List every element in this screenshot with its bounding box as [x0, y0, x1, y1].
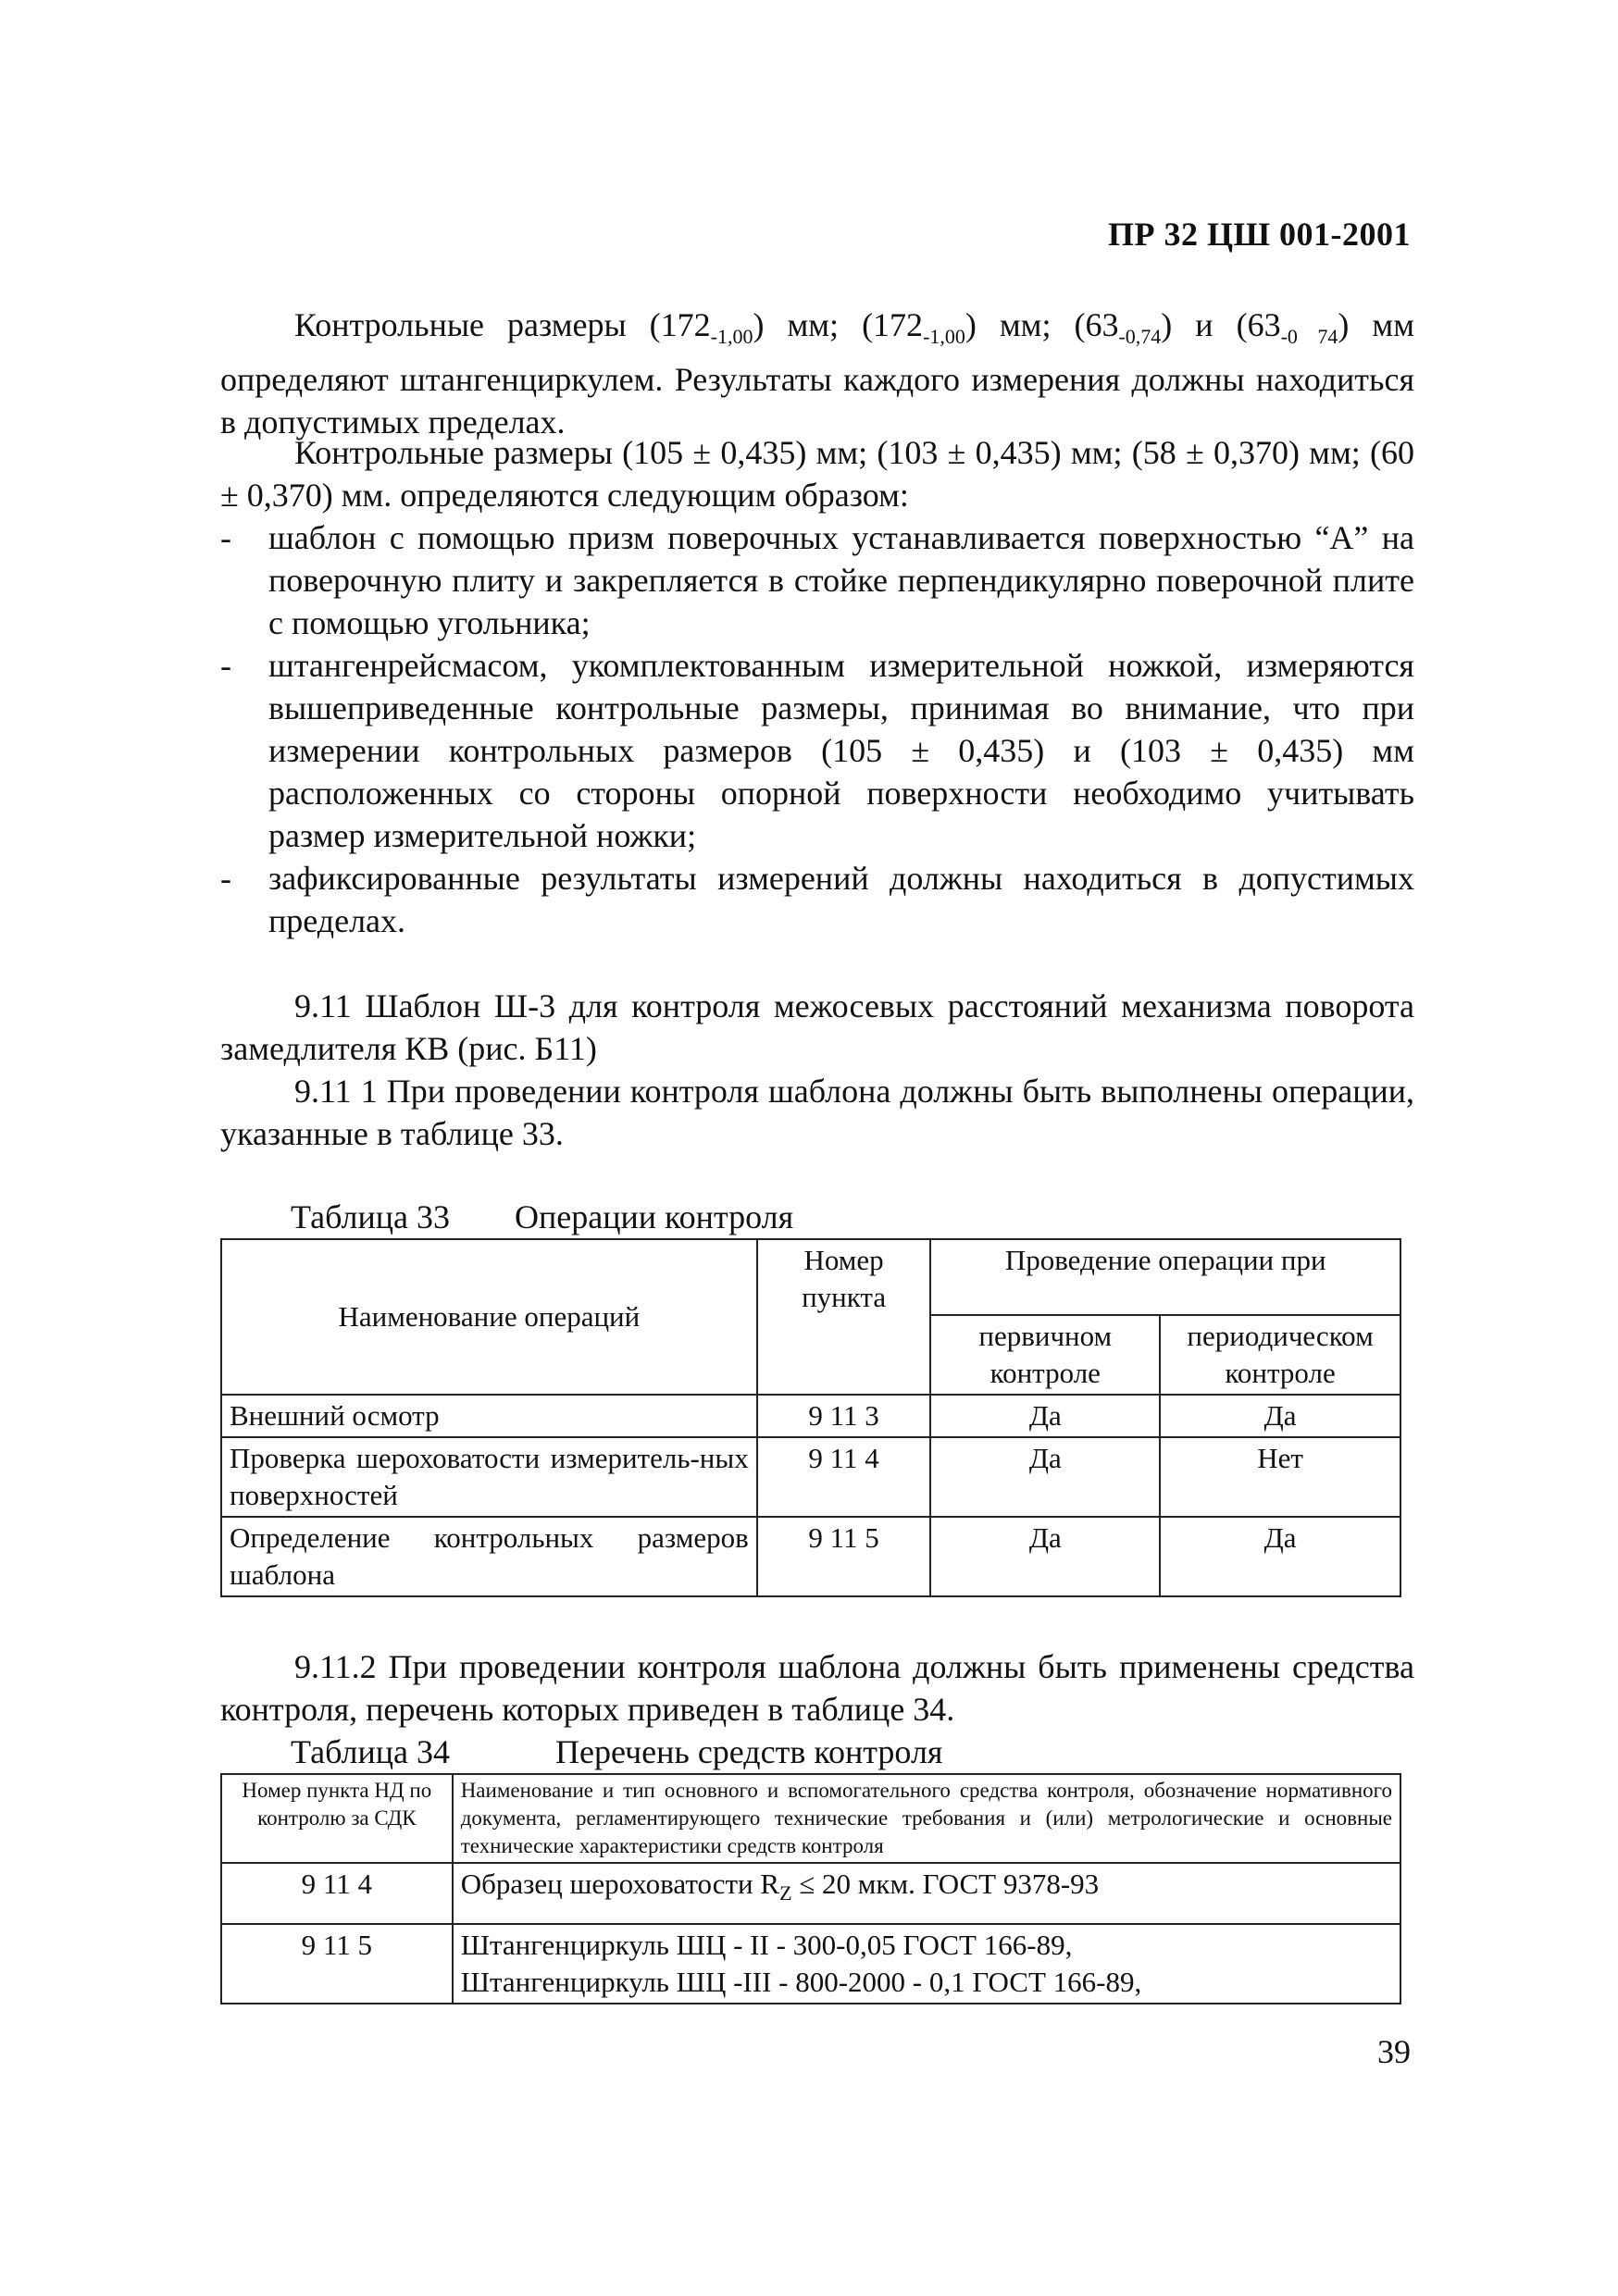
table-operations [220, 1238, 1401, 1597]
list-item [220, 516, 1414, 644]
header-primary-control: первичном контроле [930, 1315, 1160, 1395]
text: Образец шероховатости R [460, 1868, 780, 1900]
cell-item-number: 9 11 5 [221, 1924, 453, 2004]
cell-primary: Да [930, 1517, 1160, 1596]
list-item-text: шаблон с помощью призм поверочных устанавливается поверхностью “А” на поверочную плиту и закрепляется в стойке перпендикулярно поверочной плите с помощью угольника; [268, 519, 1414, 641]
list-dash: - [220, 860, 231, 897]
header-operation-name: Наименование операций [221, 1239, 757, 1395]
cell-item-number: 9 11 3 [757, 1395, 931, 1437]
table-row [221, 1437, 1400, 1517]
table34-caption-title: Перечень средств контроля [555, 1733, 943, 1770]
page-number: 39 [1377, 2033, 1411, 2070]
text: ) и (63 [1161, 306, 1281, 343]
cell-primary: Да [930, 1437, 1160, 1517]
cell-operation-name: Внешний осмотр [221, 1395, 757, 1437]
paragraph-control-sizes-caliper [220, 304, 1414, 443]
text-line: Штангенциркуль ШЦ - II - 300-0,05 ГОСТ 166-89, [460, 1929, 1073, 1961]
table-row [221, 1924, 1400, 2004]
table33-caption-number: Таблица 33 [291, 1198, 450, 1235]
header-nd-item-number: Номер пункта НД по контролю за СДК [221, 1774, 453, 1863]
text: ) мм; (172 [753, 306, 924, 343]
table33-caption-title: Операции контроля [515, 1198, 794, 1235]
text: ) мм определяют штангенциркулем. Результаты каждого измерения должны находиться в допустимых пределах. [220, 306, 1414, 441]
cell-item-number: 9 11 5 [757, 1517, 931, 1596]
tolerance-subscript: -1,00 [923, 325, 965, 349]
list-dash: - [220, 519, 231, 556]
header-execution: Проведение операции при [930, 1239, 1400, 1315]
table34-caption-number: Таблица 34 [291, 1733, 450, 1770]
list-item [220, 644, 1414, 857]
cell-periodic: Да [1160, 1395, 1400, 1437]
list-item-text: зафиксированные результаты измерений должны находиться в допустимых пределах. [268, 860, 1414, 939]
table-row [221, 1863, 1400, 1924]
paragraph-control-sizes-method: Контрольные размеры (105 ± 0,435) мм; (103 ± 0,435) мм; (58 ± 0,370) мм; (60 ± 0,370) мм. определяются следующим образом: [220, 434, 1414, 514]
text-line: Штангенциркуль ШЦ -III - 800-2000 - 0,1 ГОСТ 166-89, [460, 1966, 1142, 1998]
cell-control-means [453, 1924, 1400, 2004]
table-row [221, 1517, 1400, 1596]
cell-periodic: Да [1160, 1517, 1400, 1596]
header-periodic-control: периодическом контроле [1160, 1315, 1400, 1395]
table-row [221, 1395, 1400, 1437]
cell-operation-name: Определение контрольных размеров шаблона [221, 1517, 757, 1596]
tolerance-subscript: -1,00 [710, 325, 753, 349]
cell-operation-name: Проверка шероховатости измеритель-ных поверхностей [221, 1437, 757, 1517]
text: Контрольные размеры (172 [294, 306, 711, 343]
header-item-number: Номер пункта [757, 1239, 931, 1395]
list-dash: - [220, 647, 231, 684]
text: ≤ 20 мкм. ГОСТ 9378-93 [791, 1868, 1100, 1900]
table-control-means [220, 1773, 1401, 2004]
subscript: Z [779, 1881, 792, 1905]
cell-item-number: 9 11 4 [757, 1437, 931, 1517]
document-header: ПР 32 ЦШ 001-2001 [1107, 216, 1411, 253]
paragraph-9-11-1: 9.11 1 При проведении контроля шаблона должны быть выполнены операции, указанные в таблице 33. [220, 1073, 1414, 1152]
list-item-text: штангенрейсмасом, укомплектованным измерительной ножкой, измеряются вышеприведенные контрольные размеры, принимая во внимание, что при измерении контрольных размеров (105 ± 0,435) и (103 ± 0,435) мм расположенных со стороны опорной поверхности необходимо учитывать размер измерительной ножки; [268, 647, 1414, 854]
list-item [220, 857, 1414, 942]
tolerance-subscript: -0,74 [1118, 325, 1162, 349]
tolerance-subscript: -0 74 [1280, 325, 1338, 349]
cell-item-number: 9 11 4 [221, 1863, 453, 1924]
section-heading-9-11: 9.11 Шаблон Ш-3 для контроля межосевых расстояний механизма поворота замедлителя КВ (рис. Б11) [220, 987, 1414, 1067]
paragraph-9-11-2: 9.11.2 При проведении контроля шаблона должны быть применены средства контроля, перечень которых приведен в таблице 34. [220, 1648, 1414, 1728]
cell-control-means [453, 1863, 1400, 1924]
cell-primary: Да [930, 1395, 1160, 1437]
text: ) мм; (63 [965, 306, 1119, 343]
cell-periodic: Нет [1160, 1437, 1400, 1517]
header-control-means-description: Наименование и тип основного и вспомогательного средства контроля, обозначение нормативного документа, регламентирующего технические требования и (или) метрологические и основные технические характеристики средств контроля [453, 1774, 1400, 1863]
